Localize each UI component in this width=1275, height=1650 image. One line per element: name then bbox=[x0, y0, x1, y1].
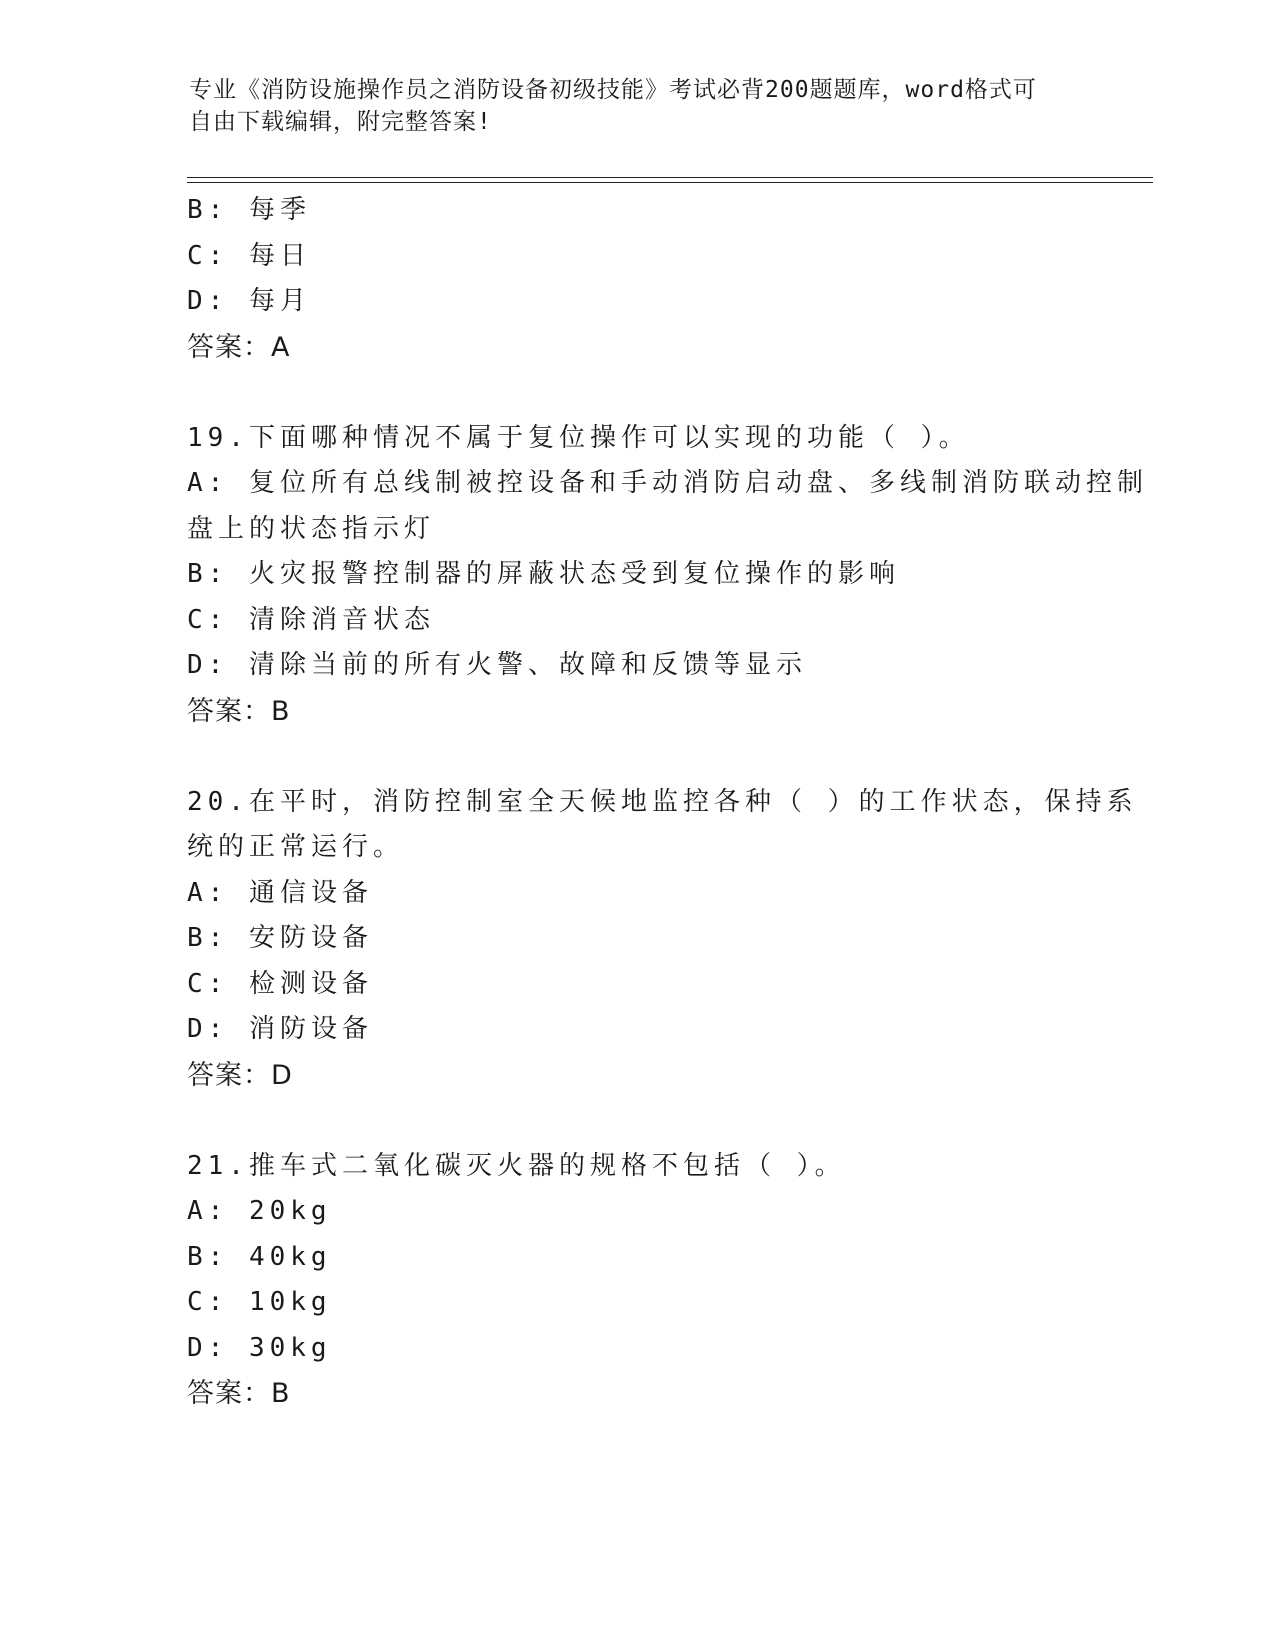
answer: 答案：D bbox=[187, 1059, 293, 1091]
header-divider-top bbox=[187, 177, 1153, 178]
answer: 答案：B bbox=[187, 1378, 291, 1409]
option-a-continued: 盘上的状态指示灯 bbox=[187, 513, 436, 544]
header-title-line-2: 自由下载编辑，附完整答案! bbox=[189, 109, 492, 135]
question-19 bbox=[187, 416, 1148, 735]
spacer bbox=[187, 370, 1087, 416]
option-b: B: 火灾报警控制器的屏蔽状态受到复位操作的影响 bbox=[187, 559, 900, 589]
spacer bbox=[187, 734, 1087, 780]
option-a: A: 复位所有总线制被控设备和手动消防启动盘、多线制消防联动控制 bbox=[187, 468, 1148, 498]
answer: 答案：B bbox=[187, 695, 291, 727]
option-b: B: 40kg bbox=[187, 1241, 332, 1272]
option-c: C: 检测设备 bbox=[187, 968, 373, 999]
option-a: A: 20kg bbox=[187, 1196, 332, 1226]
question-stem: 20.在平时，消防控制室全天候地监控各种（ ）的工作状态，保持系 bbox=[187, 786, 1138, 817]
option-b: B: 每季 bbox=[187, 195, 311, 225]
header-title-line-1: 专业《消防设施操作员之消防设备初级技能》考试必背200题题库，word格式可 bbox=[189, 77, 1037, 103]
question-stem: 21.推车式二氧化碳灭火器的规格不包括（ ）。 bbox=[187, 1150, 846, 1181]
question-20 bbox=[187, 780, 1138, 1099]
question-18-continued bbox=[187, 188, 1087, 370]
option-a: A: 通信设备 bbox=[187, 877, 373, 908]
option-c: C: 10kg bbox=[187, 1287, 332, 1317]
page-header bbox=[189, 74, 1089, 138]
option-c: C: 清除消音状态 bbox=[187, 604, 435, 635]
question-stem: 19.下面哪种情况不属于复位操作可以实现的功能（ ）。 bbox=[187, 422, 970, 453]
answer: 答案：A bbox=[187, 331, 291, 363]
option-b: B: 安防设备 bbox=[187, 923, 373, 953]
option-d: D: 清除当前的所有火警、故障和反馈等显示 bbox=[187, 650, 807, 680]
option-d: D: 每月 bbox=[187, 286, 311, 316]
option-c: C: 每日 bbox=[187, 240, 311, 271]
question-21 bbox=[187, 1144, 1087, 1417]
option-d: D: 30kg bbox=[187, 1332, 332, 1363]
spacer bbox=[187, 1098, 1087, 1144]
question-stem-continued: 统的正常运行。 bbox=[187, 832, 405, 862]
header-divider-bottom bbox=[187, 182, 1153, 183]
option-d: D: 消防设备 bbox=[187, 1014, 373, 1044]
question-list bbox=[187, 188, 1148, 1417]
